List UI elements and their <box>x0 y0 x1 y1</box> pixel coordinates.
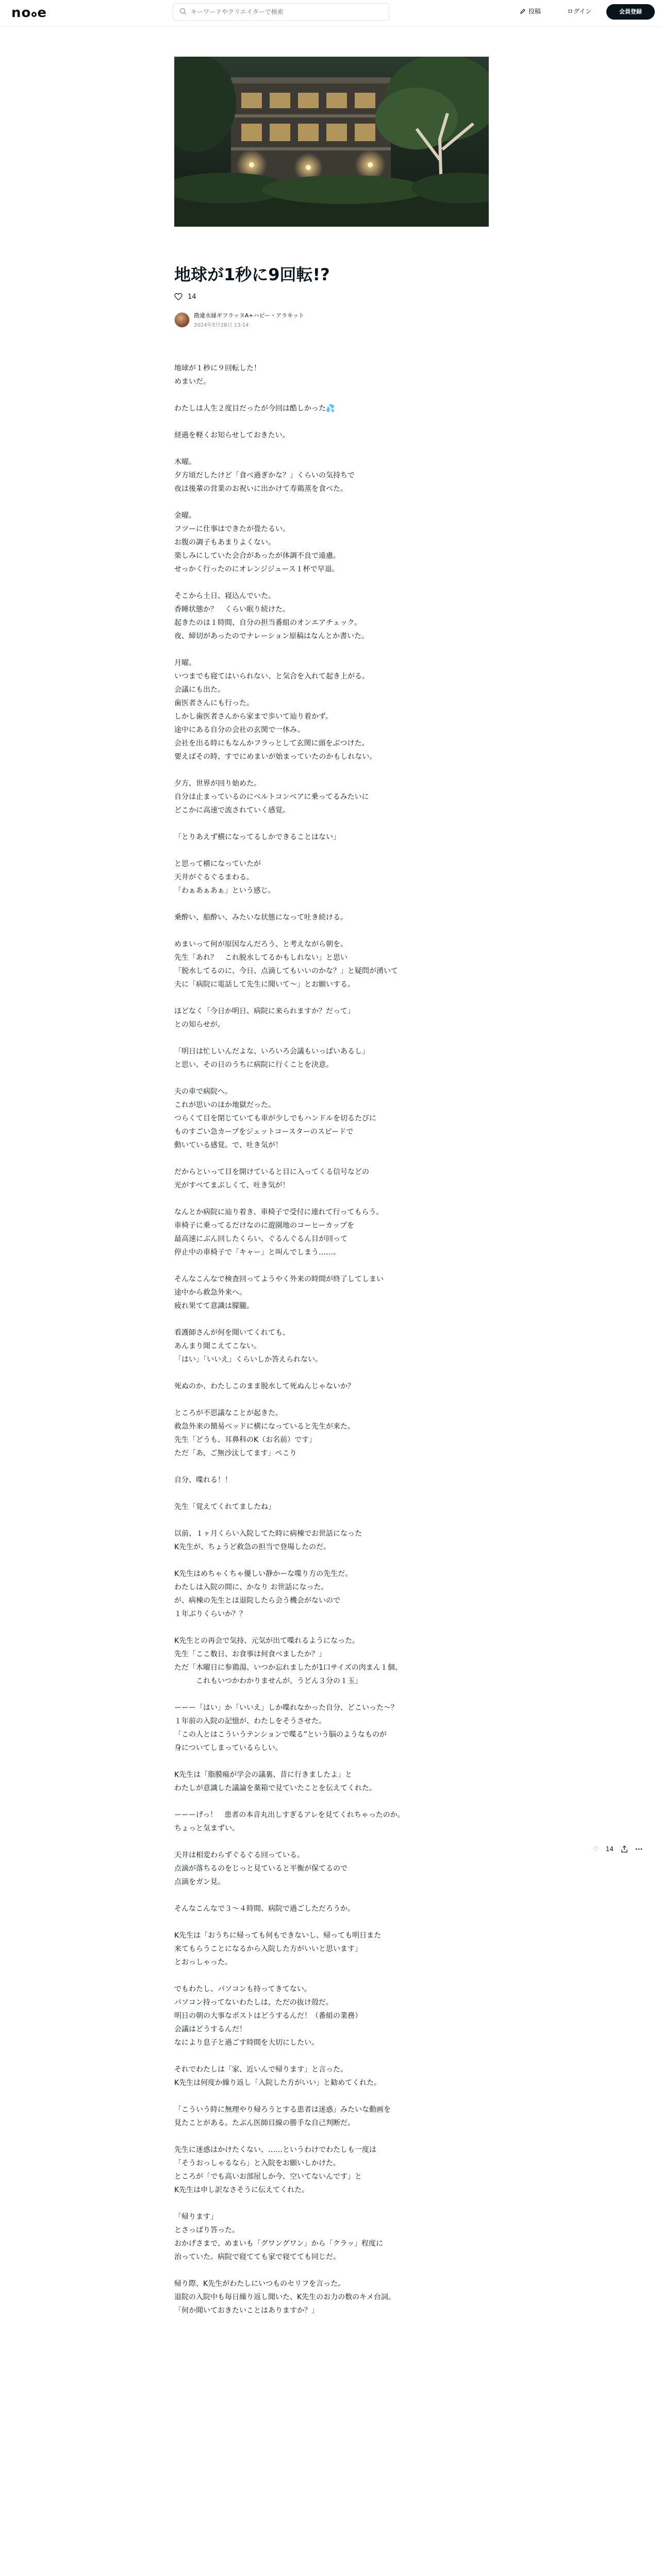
article-paragraph: 自分、喋れる！！ <box>174 1476 232 1484</box>
article-paragraph: 「帰ります」 とさっぱり答った。 おかげさまで、めまいも「グワングワン」から「クラッ」程度に 治っていた。病院で寝てても家で寝てても同じだ。 <box>174 2213 384 2261</box>
publish-date: 2024年5月28日 13:14 <box>194 323 249 328</box>
article-paragraph: K先生はめちゃくちゃ優しい静かーな喋り方の先生だ。 わたしは入院の間に、かなり お世話になった。 が、病棟の先生とは退院したら会う機会がないので １年ぶりくらいか？？ <box>174 1570 353 1618</box>
article-hero-image <box>174 57 489 227</box>
article-paragraph: 看護師さんが何を聞いてくれても、 あんまり聞こえてこない。 「はい」「いいえ」くらいしか答えられない。 <box>174 1329 322 1364</box>
search-icon <box>179 8 187 15</box>
article-paragraph: K先生との再会で気持、元気が出て喋れるようになった。 先生「ここ数日、お食事は何食べましたか？」 ただ「木曜日に参鶏湯、いつか忘れましたが1口サイズの肉まん１個、 これもいつかわかりませんが、うどん３分の１玉」 <box>174 1637 402 1685</box>
article-paragraph: めまいって何が原因なんだろう、と考えながら朝を。 先生「あれ？ これ脱水してるかもしれない」と思い 「脱水してるのに、今日、点滴してもいいのかな？」と疑問が湧いて 夫に「病院に電話して先生に聞いて〜」とお願いする。 <box>174 940 398 989</box>
article-paragraph: それでわたしは「家、近いんで帰ります」と言った。 K先生は何度か繰り返し「入院した方がいい」と勧めてくれた。 <box>174 2065 382 2087</box>
article-paragraph: 「こういう時に無理やり帰ろうとする患者は迷惑」みたいな動画を 見たことがある。たぶん医師目線の勝手な自己判断だ。 <box>174 2106 391 2127</box>
article-paragraph: K先生は「おうちに帰っても何もできないし、帰っても明日また 来てもらうことになるから入院した方がいいと思います」 とおっしゃった。 <box>174 1931 382 1967</box>
article-paragraph: 経過を軽くお知らせしておきたい。 <box>174 431 290 439</box>
floating-reaction-bar <box>593 1845 642 1853</box>
article-paragraph: 乗酔い、船酔い、みたいな状態になって吐き続ける。 <box>174 913 347 922</box>
like-area <box>174 293 196 301</box>
post-label: 投稿 <box>528 8 541 15</box>
article-paragraph: 月曜。 いつまでも寝てはいられない、と気合を入れて起き上がる。 会議にも出た。 歯医者さんにも行った。 しかし歯医者さんから家まで歩いて辿り着かず。 途中にある自分の会社の玄関で一休み。 会社を出る時にもなんかフラっとして玄関に頭をぶつけた。 要えばその時、すでにめまいが始まっていたのかもしれない。 <box>174 659 377 761</box>
article-paragraph: 死ぬのか、わたしこのまま脱水して死ぬんじゃないか？ <box>174 1382 355 1391</box>
article-paragraph: 地球が１秒に９回転した！ めまいだ。 <box>174 364 261 386</box>
author-name[interactable]: 勘違水縁ギフラッヌA+ハピー・アラキット <box>194 312 304 319</box>
search-box[interactable] <box>173 3 389 21</box>
article-paragraph: そこから土日、寝込んでいた。 香睡状態か？ くらい眠り続けた。 起きたのは１時間、自分の担当番組のオンエアチェック。 夜、締切があったのでナレーション原稿はなんとか書いた。 <box>174 592 369 640</box>
article-paragraph: ーーー「はい」か「いいえ」しか喋れなかった自分、どこいった〜？ １年前の入院の記憶が、わたしをそうさせた。 「この人とはこういうテンションで喋る”という脳のようなものが 身についてしまっているらしい。 <box>174 1704 398 1752</box>
article-paragraph: ところが不思議なことが起きた。 救急外来の簡易ベッドに横になっていると先生が来た。 先生「どうも、耳鼻科のK（お名前）です」 ただ「あ、ご無沙汰してます」ぺこり <box>174 1409 355 1458</box>
article-paragraph: ーーーげっ！ 患者の本音丸出しすぎるアレを見てくれちゃったのか。 ちょっと気まずい。 <box>174 1811 405 1833</box>
article-paragraph: わたしは人生２度目だったが今回は酷しかった💦 <box>174 404 335 413</box>
article-paragraph: K先生は「脂膜瘍が学会の議裏、昔に行きましたよ」と わたしが意識した議論を薬箱で見ていたことを伝えてくれた。 <box>174 1771 376 1792</box>
article-title: 地球が1秒に9回転!? <box>174 265 330 284</box>
article-paragraph: でもわたし、パソコンも持ってきてない。 パソコン持ってないわたしは、ただの抜け殻だ。 明日の朝の大事なポストはどうするんだ！（番組の業務） 会議はどうするんだ！ なにより息子と過ごす時間を大切にしたい。 <box>174 1985 362 2047</box>
author-avatar[interactable] <box>174 312 190 328</box>
article-paragraph: ほどなく「今日か明日、病院に来られますか？だって」 との知らせが。 <box>174 1007 355 1029</box>
article-paragraph: そんなこんなで検査回ってようやく外来の時間が終了してしまい 途中から救急外来へ。 疲れ果てて意識は朦朧。 <box>174 1275 384 1310</box>
article-paragraph: 以前、１ヶ月くらい入院してた時に病棟でお世話になった K先生が、ちょうど救急の担当で登場したのだ。 <box>174 1530 362 1551</box>
article-paragraph: 木曜。 夕方頃だしたけど「食べ過ぎかな？」くらいの気持ちで 夜は後輩の営業のお祝いに出かけて寿鶏蒸を食べた。 <box>174 458 355 493</box>
article-paragraph: 夕方、世界が回り始めた。 自分は止まっているのにベルトコンベアに乗ってるみたいに どこかに高速で流されていく感覚。 <box>174 779 369 815</box>
article-paragraph: 「とりあえず横になってるしかできることはない」 <box>174 833 340 841</box>
register-button[interactable]: 会員登録 <box>606 4 655 20</box>
search-input[interactable] <box>191 4 382 20</box>
article-paragraph: 天井は相変わらずぐるぐる回っている。 点滴が落ちるのをじっと見ていると平衡が保てるので 点滴をガン見。 <box>174 1851 347 1886</box>
article-paragraph: 先生に迷惑はかけたくない、……というわけでわたしも一度は 「そうおっしゃるなら」と入院をお願いしかけた。 ところが「でも高いお部屋しか今、空いてないんです」と K先生は申し訳なさそうに伝えてくれた。 <box>174 2146 376 2194</box>
author-info[interactable] <box>174 311 304 328</box>
login-link[interactable]: ログイン <box>567 8 592 15</box>
note-logo[interactable]: no e <box>11 5 47 21</box>
hero-illustration <box>174 57 489 227</box>
article-paragraph: と思って横になっていたが 天井がぐるぐるまわる。 「わぁあぁあぁ」という感じ。 <box>174 860 275 895</box>
floating-like-count: 14 <box>605 1845 614 1853</box>
article-body <box>174 362 473 2331</box>
article-paragraph: 金曜。 フツーに仕事はできたが畳たるい。 お腹の調子もあまりよくない。 楽しみにしていた会合があったが体調不良で遠慮。 せっかく行ったのにオレンジジュース１杯で早退。 <box>174 512 340 573</box>
article-paragraph: なんとか病院に辿り着き、車椅子で受付に連れて行ってもらう。 車椅子に乗ってるだけなのに遊園地のコーヒーカップを 最高速にぶん回したくらい、ぐるんぐるん目が回って 停止中の車椅子で「キャー」と叫んでしまう……。 <box>174 1208 384 1257</box>
article-paragraph: だからといって目を開けていると目に入ってくる信号などの 光がすべてまぶしくて、吐き気が！ <box>174 1168 369 1190</box>
post-button[interactable] <box>520 7 541 15</box>
more-icon[interactable] <box>635 1845 642 1853</box>
article-paragraph: そんなこんなで３〜４時間、病院で過ごしただろうか。 <box>174 1905 355 1913</box>
site-header <box>0 0 662 27</box>
article-paragraph: 夫の車で病院へ。 これが思いのほか地獄だった。 つらくて目を閉じていても車が少しでもハンドルを切るたびに ものすごい急カーブをジェットコースターのスピードで 動いている感覚。で、吐き気が！ <box>174 1088 376 1149</box>
heart-icon[interactable]: ♡ <box>593 1845 599 1853</box>
article-paragraph: 「明日は忙しいんだよな、いろいろ会議もいっぱいあるし」 と思い、その日のうちに病院に行くことを決意。 <box>174 1047 369 1069</box>
heart-icon[interactable] <box>174 293 183 301</box>
pencil-icon <box>520 8 526 14</box>
like-count: 14 <box>188 293 196 301</box>
article-paragraph: 先生「覚えてくれてましたね」 <box>174 1503 275 1511</box>
share-icon[interactable] <box>621 1845 628 1853</box>
article-paragraph: 帰り際、K先生がわたしにいつものセリフを言った。 退院の入院中も毎日繰り返し聞いた、K先生のお力の数のキメ台詞。 「何か聞いておきたいことはありますか？」 <box>174 2280 395 2315</box>
